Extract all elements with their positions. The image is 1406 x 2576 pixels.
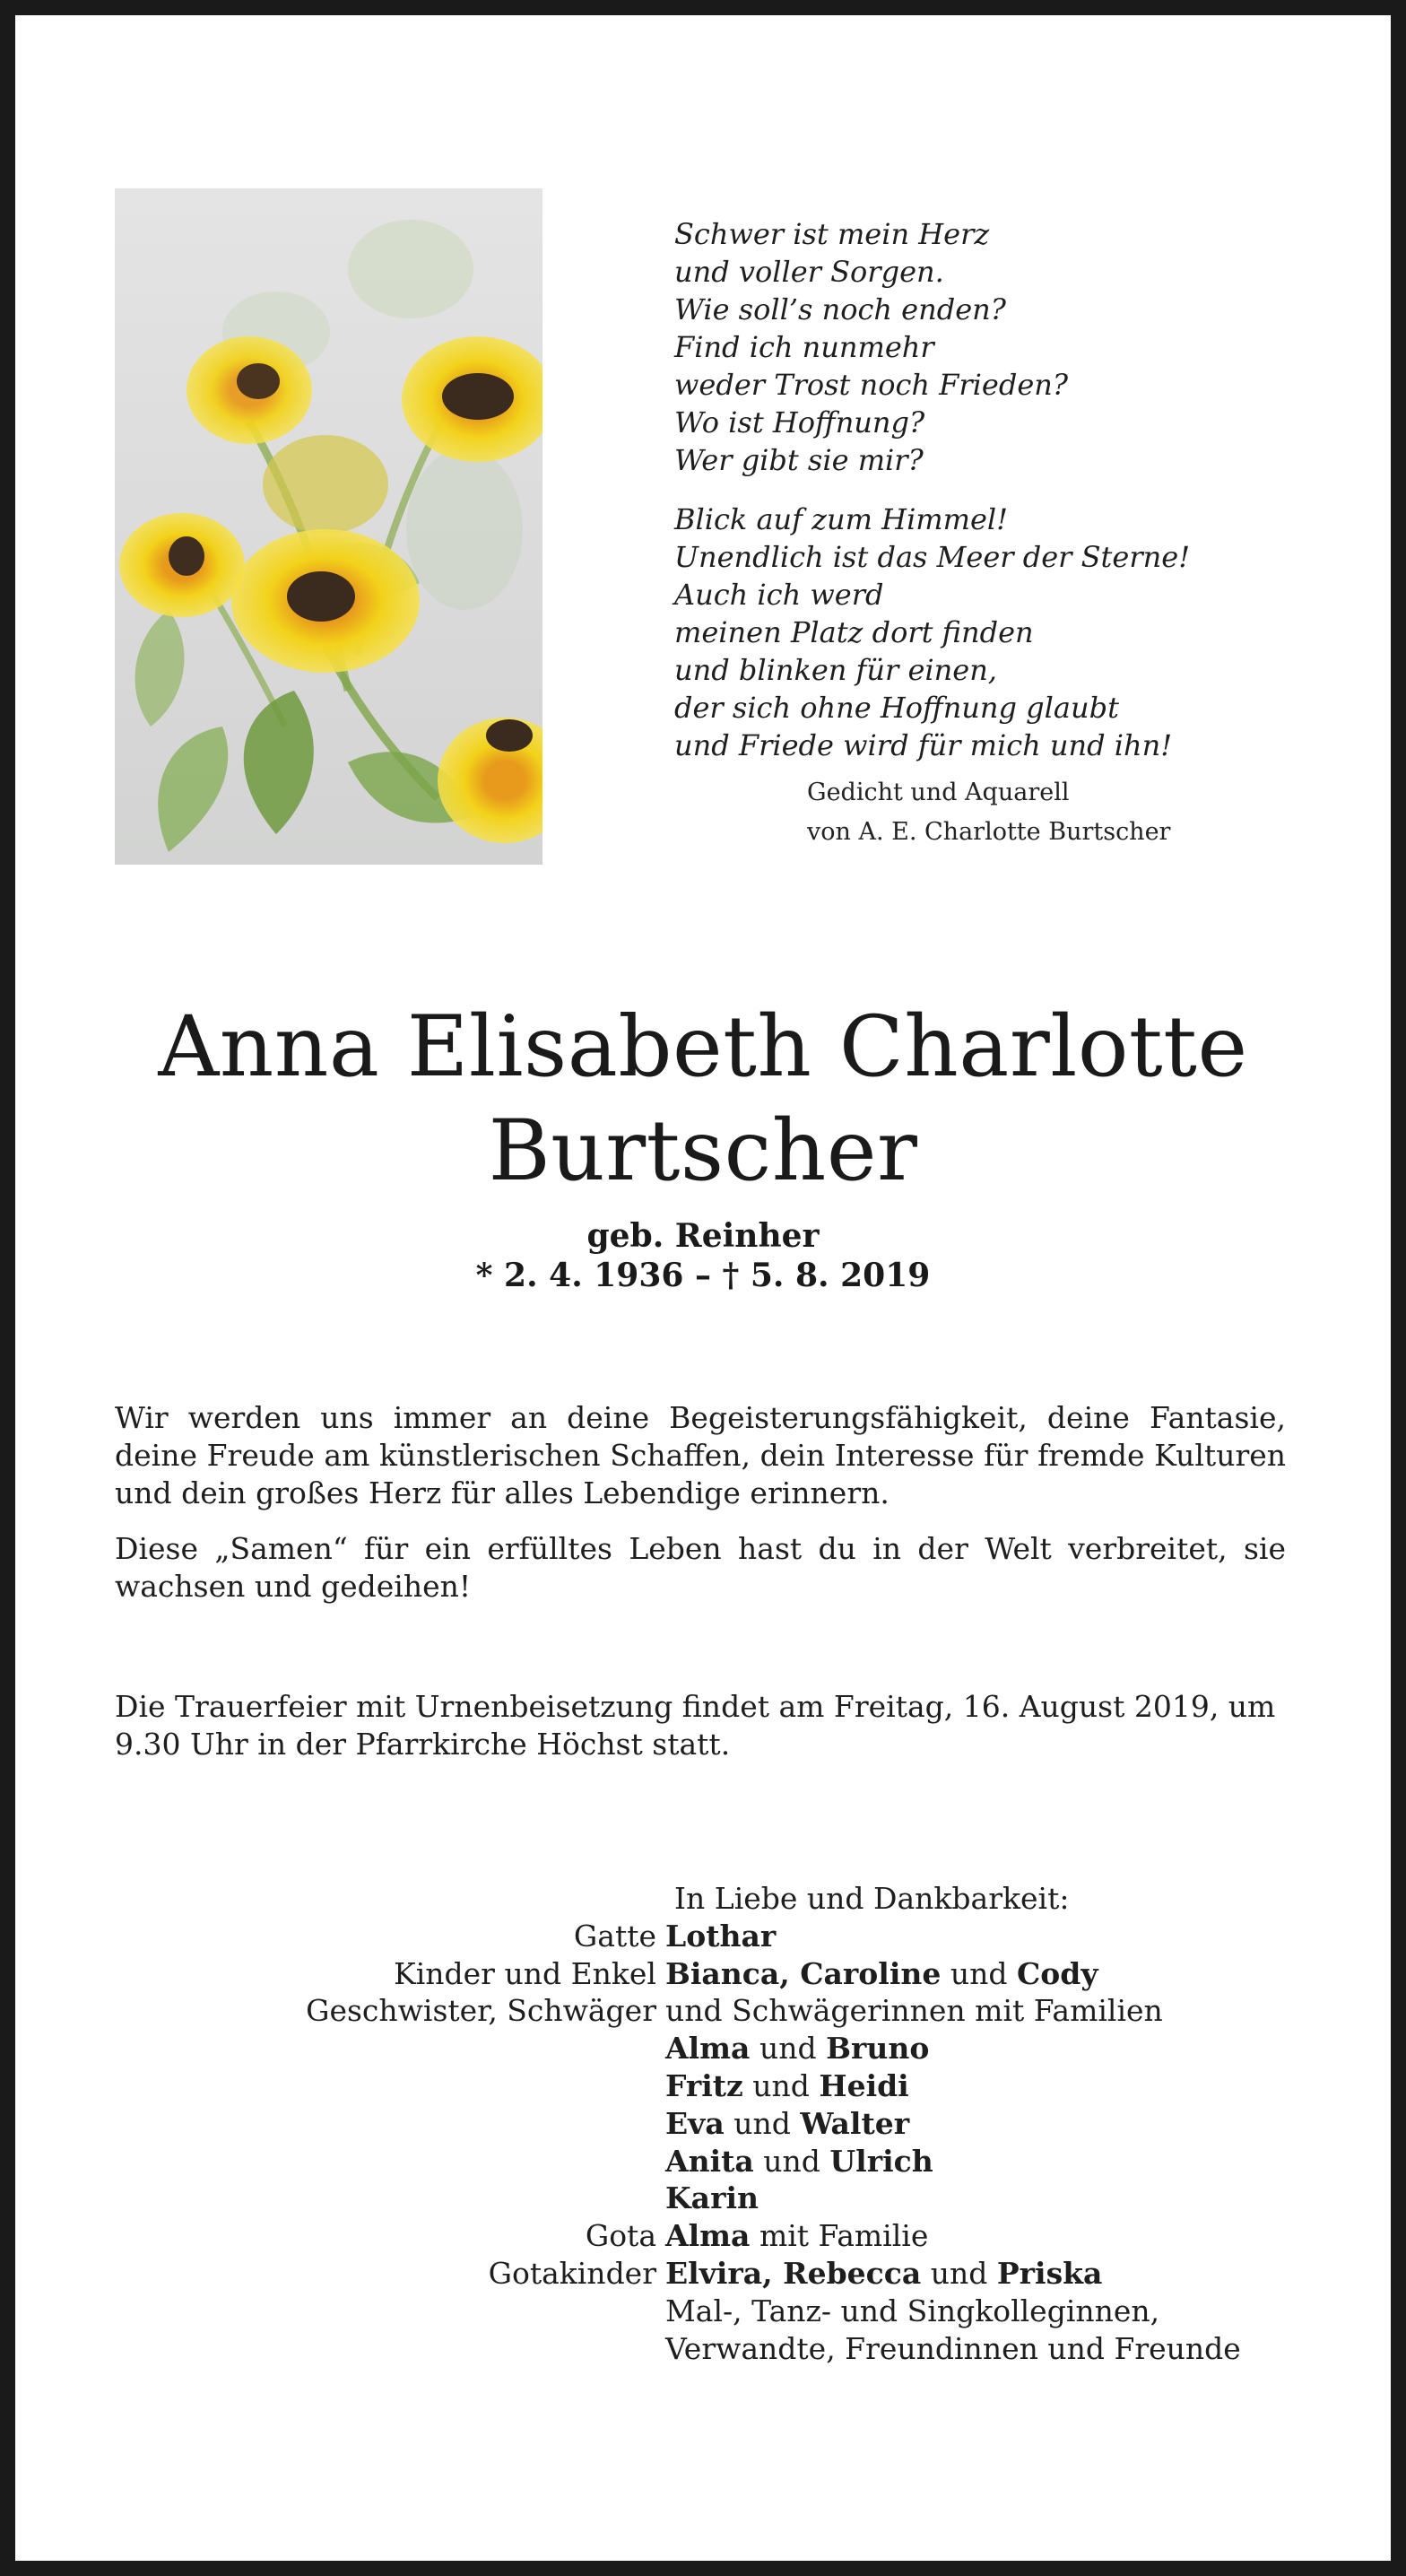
mourner-connector: und Schwägerinnen mit Familien — [665, 1993, 1163, 2029]
mourner-names — [665, 1992, 1163, 2030]
mourner-name: Lothar — [665, 1918, 777, 1954]
birth-name: geb. Reinher — [586, 1217, 820, 1255]
mourner-row — [0, 1992, 1406, 2030]
memorial-text — [115, 1399, 1286, 1623]
poem-stanza-2 — [674, 500, 1320, 764]
mourner-connector: und — [750, 2031, 827, 2067]
memorial-paragraph: Diese „Samen“ für ein erfülltes Leben hast du in der Welt verbreitet, sie wachsen und gedeihen! — [115, 1531, 1286, 1604]
mourner-role — [0, 2030, 665, 2067]
mourner-names — [665, 2255, 1102, 2293]
mourner-name: Cody — [1017, 1955, 1098, 1991]
mourner-names — [665, 2180, 759, 2217]
poem-line: weder Trost noch Frieden? — [674, 368, 1069, 402]
mourner-name: Bianca, Caroline — [665, 1955, 942, 1991]
poem-line: und blinken für einen, — [674, 653, 997, 687]
mourner-row — [0, 2293, 1406, 2330]
poem-stanza-1 — [674, 215, 1320, 479]
mourner-name: Priska — [996, 2255, 1103, 2291]
mourner-connector: Verwandte, Freundinnen und Freunde — [665, 2330, 1241, 2366]
mourner-row — [0, 2105, 1406, 2143]
poem-line: Wo ist Hoffnung? — [674, 405, 925, 439]
poem-line: und Friede wird für mich und ihn! — [674, 728, 1173, 762]
poem-line: meinen Platz dort finden — [674, 615, 1034, 649]
mourner-connector: und — [941, 1955, 1017, 1991]
artwork-image — [115, 188, 542, 865]
mourner-role — [0, 2143, 665, 2180]
mourner-name: Anita — [665, 2143, 754, 2179]
mourner-row — [0, 2255, 1406, 2293]
mourner-connector: Mal-, Tanz- und Singkolleginnen, — [665, 2293, 1160, 2328]
mourner-rows — [0, 1918, 1406, 2368]
mourner-name: Alma — [665, 2031, 751, 2067]
poem-line: Auch ich werd — [674, 578, 884, 612]
mourner-role — [0, 2180, 665, 2217]
mourner-connector: und — [921, 2255, 997, 2291]
mourner-names — [665, 2293, 1159, 2330]
mourner-name: Karin — [665, 2180, 759, 2216]
mourner-name: Fritz — [665, 2067, 743, 2103]
mourner-name: Walter — [800, 2105, 910, 2141]
mourner-names — [665, 2143, 933, 2180]
deceased-block — [0, 996, 1406, 1295]
mourner-role — [0, 2067, 665, 2105]
mourner-row — [0, 2030, 1406, 2067]
poem-line: Schwer ist mein Herz — [674, 217, 990, 251]
mourners-header: In Liebe und Dankbarkeit: — [674, 1881, 1070, 1916]
poem-line: Find ich nunmehr — [674, 330, 934, 364]
poem-line: und voller Sorgen. — [674, 255, 944, 289]
mourner-names — [665, 1955, 1098, 1993]
mourner-role: Gatte — [573, 1918, 656, 1954]
funeral-paragraph: Die Trauerfeier mit Urnenbeisetzung findet am Freitag, 16. August 2019, um 9.30 Uhr in der Pfarrkirche Höchst statt. — [115, 1689, 1276, 1762]
mourner-name: Ulrich — [829, 2143, 933, 2179]
mourner-names — [665, 2105, 909, 2143]
life-dates: * 2. 4. 1936 – † 5. 8. 2019 — [475, 1257, 931, 1294]
deceased-name-line: Anna Elisabeth Charlotte — [158, 998, 1248, 1096]
mourner-names — [665, 2217, 928, 2255]
mourner-row — [0, 1955, 1406, 1993]
mourner-row — [0, 2143, 1406, 2180]
mourner-row — [0, 2330, 1406, 2368]
mourner-connector: und — [724, 2105, 801, 2141]
mourner-connector: mit Familie — [750, 2218, 929, 2254]
mourner-role: Geschwister, Schwäger — [306, 1993, 656, 2029]
memorial-paragraph: Wir werden uns immer an deine Begeisterungsfähigkeit, deine Fantasie, deine Freude am künstlerischen Schaffen, dein Interesse für fremde Kulturen und dein großes Herz für alles Lebendige erinnern. — [115, 1400, 1286, 1510]
mourner-names — [665, 2330, 1241, 2368]
poem-line: Blick auf zum Himmel! — [674, 502, 1009, 536]
mourner-names — [665, 2067, 909, 2105]
poem-credit-line: Gedicht und Aquarell — [807, 779, 1070, 806]
mourner-row — [0, 2180, 1406, 2217]
poem-credit — [807, 773, 1309, 852]
mourner-role: Gotakinder — [488, 2255, 656, 2291]
mourner-row — [0, 1918, 1406, 1955]
mourner-connector: und — [753, 2143, 830, 2179]
mourner-name: Heidi — [819, 2067, 909, 2103]
mourner-name: Eva — [665, 2105, 725, 2141]
mourner-role — [0, 2105, 665, 2143]
deceased-name — [0, 996, 1406, 1204]
mourner-role — [0, 2330, 665, 2368]
poem-line: Unendlich ist das Meer der Sterne! — [674, 540, 1191, 574]
mourner-names — [665, 2030, 929, 2067]
deceased-name-line: Burtscher — [488, 1102, 918, 1200]
mourners-list — [0, 1880, 1406, 2367]
mourner-connector: und — [742, 2067, 820, 2103]
funeral-notice — [115, 1688, 1298, 1763]
mourner-names — [665, 1918, 776, 1955]
mourner-role — [0, 2293, 665, 2330]
mourner-row — [0, 2067, 1406, 2105]
poem-line: der sich ohne Hoffnung glaubt — [674, 691, 1119, 725]
poem-line: Wer gibt sie mir? — [674, 443, 924, 477]
mourner-role: Gota — [585, 2218, 656, 2254]
mourner-name: Elvira, Rebecca — [665, 2255, 922, 2291]
poem-credit-line: von A. E. Charlotte Burtscher — [807, 818, 1171, 846]
mourner-name: Alma — [665, 2218, 751, 2254]
mourner-name: Bruno — [826, 2031, 930, 2067]
mourner-role: Kinder und Enkel — [394, 1955, 656, 1991]
poem — [674, 215, 1320, 786]
sunflower-watercolor-icon — [115, 188, 542, 865]
mourner-row — [0, 2217, 1406, 2255]
poem-line: Wie soll’s noch enden? — [674, 292, 1006, 326]
